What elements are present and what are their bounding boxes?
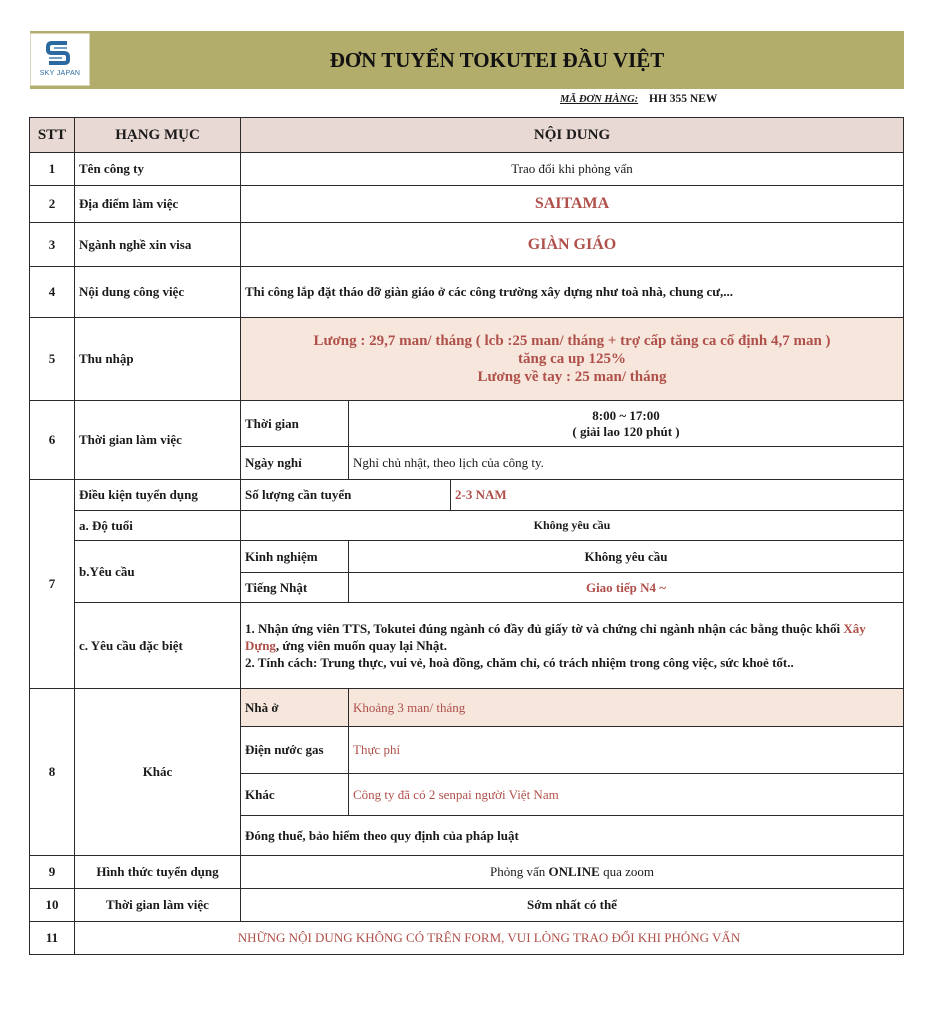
row-category: Khác	[75, 689, 241, 856]
row-number: 3	[30, 223, 75, 267]
order-code	[560, 93, 900, 105]
row-category: Địa điểm làm việc	[75, 186, 241, 223]
table-row	[30, 186, 904, 223]
dayoff-label: Ngày nghỉ	[241, 447, 349, 480]
utilities-label: Điện nước gas	[241, 727, 349, 774]
quantity-value: 2-3 NAM	[451, 480, 904, 511]
japanese-value: Giao tiếp N4 ~	[349, 573, 904, 603]
experience-value: Không yêu cầu	[349, 541, 904, 573]
other-label: Khác	[241, 774, 349, 816]
row-category: Nội dung công việc	[75, 267, 241, 318]
row-number: 10	[30, 889, 75, 922]
row-number: 5	[30, 318, 75, 401]
row-number: 8	[30, 689, 75, 856]
time-hours: 8:00 ~ 17:00	[592, 407, 660, 423]
takehome-line: Lương về tay : 25 man/ tháng	[477, 369, 667, 385]
recruit-method	[241, 856, 904, 889]
special-text: , ứng viên muốn quay lại Nhật.	[275, 638, 447, 653]
col-category: HẠNG MỤC	[75, 118, 241, 153]
row-category: Điều kiện tuyển dụng	[75, 480, 241, 511]
quantity-label: Số lượng cần tuyển	[241, 480, 451, 511]
table-row	[30, 480, 904, 511]
start-time: Sớm nhất có thể	[241, 889, 904, 922]
method-text: Phỏng vấn	[490, 864, 549, 879]
time-label: Thời gian	[241, 401, 349, 447]
special-requirements	[241, 603, 904, 689]
special-line-2: 2. Tính cách: Trung thực, vui vẻ, hoà đồng, chăm chỉ, có trách nhiệm trong công việc, sức khoẻ tốt..	[245, 655, 794, 670]
salary-line: Lương : 29,7 man/ tháng ( lcb :25 man/ tháng + trợ cấp tăng ca cố định 4,7 man )	[313, 333, 831, 349]
age-value: Không yêu cầu	[241, 511, 904, 541]
col-content: NỘI DUNG	[241, 118, 904, 153]
row-number: 1	[30, 153, 75, 186]
time-value	[349, 401, 904, 447]
table-row	[30, 401, 904, 447]
method-online: ONLINE	[548, 864, 600, 879]
table-row	[30, 856, 904, 889]
special-highlight: Xây Dựng	[245, 621, 866, 653]
housing-value: Khoảng 3 man/ tháng	[349, 689, 904, 727]
row-number: 4	[30, 267, 75, 318]
housing-label: Nhà ở	[241, 689, 349, 727]
row-number: 9	[30, 856, 75, 889]
overtime-line: tăng ca up 125%	[518, 351, 626, 367]
dayoff-value: Nghỉ chủ nhật, theo lịch của công ty.	[349, 447, 904, 480]
job-table	[29, 117, 904, 955]
page-title: ĐƠN TUYỂN TOKUTEI ĐẦU VIỆT	[329, 48, 665, 72]
visa-industry: GIÀN GIÁO	[241, 223, 904, 267]
other-value: Công ty đã có 2 senpai người Việt Nam	[349, 774, 904, 816]
experience-label: Kinh nghiệm	[241, 541, 349, 573]
logo-text: SKY JAPAN	[39, 70, 81, 77]
table-row	[30, 922, 904, 955]
requirement-label: b.Yêu cầu	[75, 541, 241, 603]
row-category: Tên công ty	[75, 153, 241, 186]
table-row	[30, 689, 904, 727]
japanese-label: Tiếng Nhật	[241, 573, 349, 603]
row-number: 2	[30, 186, 75, 223]
tax-note: Đóng thuế, bảo hiểm theo quy định của pháp luật	[241, 816, 904, 856]
job-description: Thi công lắp đặt tháo dỡ giàn giáo ở các công trường xây dựng như toà nhà, chung cư,...	[241, 267, 904, 318]
row-category: Hình thức tuyển dụng	[75, 856, 241, 889]
special-label: c. Yêu cầu đặc biệt	[75, 603, 241, 689]
row-category: Ngành nghề xin visa	[75, 223, 241, 267]
row-number: 6	[30, 401, 75, 480]
order-value: HH 355 NEW	[649, 93, 718, 105]
table-row	[30, 603, 904, 689]
table-row	[30, 223, 904, 267]
table-row	[30, 511, 904, 541]
order-label: MÃ ĐƠN HÀNG:	[560, 94, 639, 105]
row-category: Thu nhập	[75, 318, 241, 401]
row-category: Thời gian làm việc	[75, 889, 241, 922]
company-name: Trao đổi khi phỏng vấn	[241, 153, 904, 186]
col-stt: STT	[30, 118, 75, 153]
salary-cell	[241, 318, 904, 401]
age-label: a. Độ tuổi	[75, 511, 241, 541]
row-category: Thời gian làm việc	[75, 401, 241, 480]
footer-note: NHỮNG NỘI DUNG KHÔNG CÓ TRÊN FORM, VUI LÒNG TRAO ĐỔI KHI PHỎNG VẤN	[75, 922, 904, 955]
utilities-value: Thực phí	[349, 727, 904, 774]
table-row	[30, 153, 904, 186]
time-break: ( giải lao 120 phút )	[572, 423, 680, 439]
work-location: SAITAMA	[241, 186, 904, 223]
table-row	[30, 267, 904, 318]
company-logo	[30, 33, 90, 86]
table-row	[30, 318, 904, 401]
special-line-1	[245, 620, 899, 654]
table-row	[30, 541, 904, 573]
special-text: 1. Nhận ứng viên TTS, Tokutei đúng ngành có đầy đủ giấy tờ và chứng chỉ ngành nhận các bằng thuộc khối	[245, 621, 844, 636]
logo-s-icon	[45, 39, 71, 67]
method-text: qua zoom	[599, 864, 654, 879]
row-number: 11	[30, 922, 75, 955]
row-number: 7	[30, 480, 75, 689]
table-row	[30, 889, 904, 922]
